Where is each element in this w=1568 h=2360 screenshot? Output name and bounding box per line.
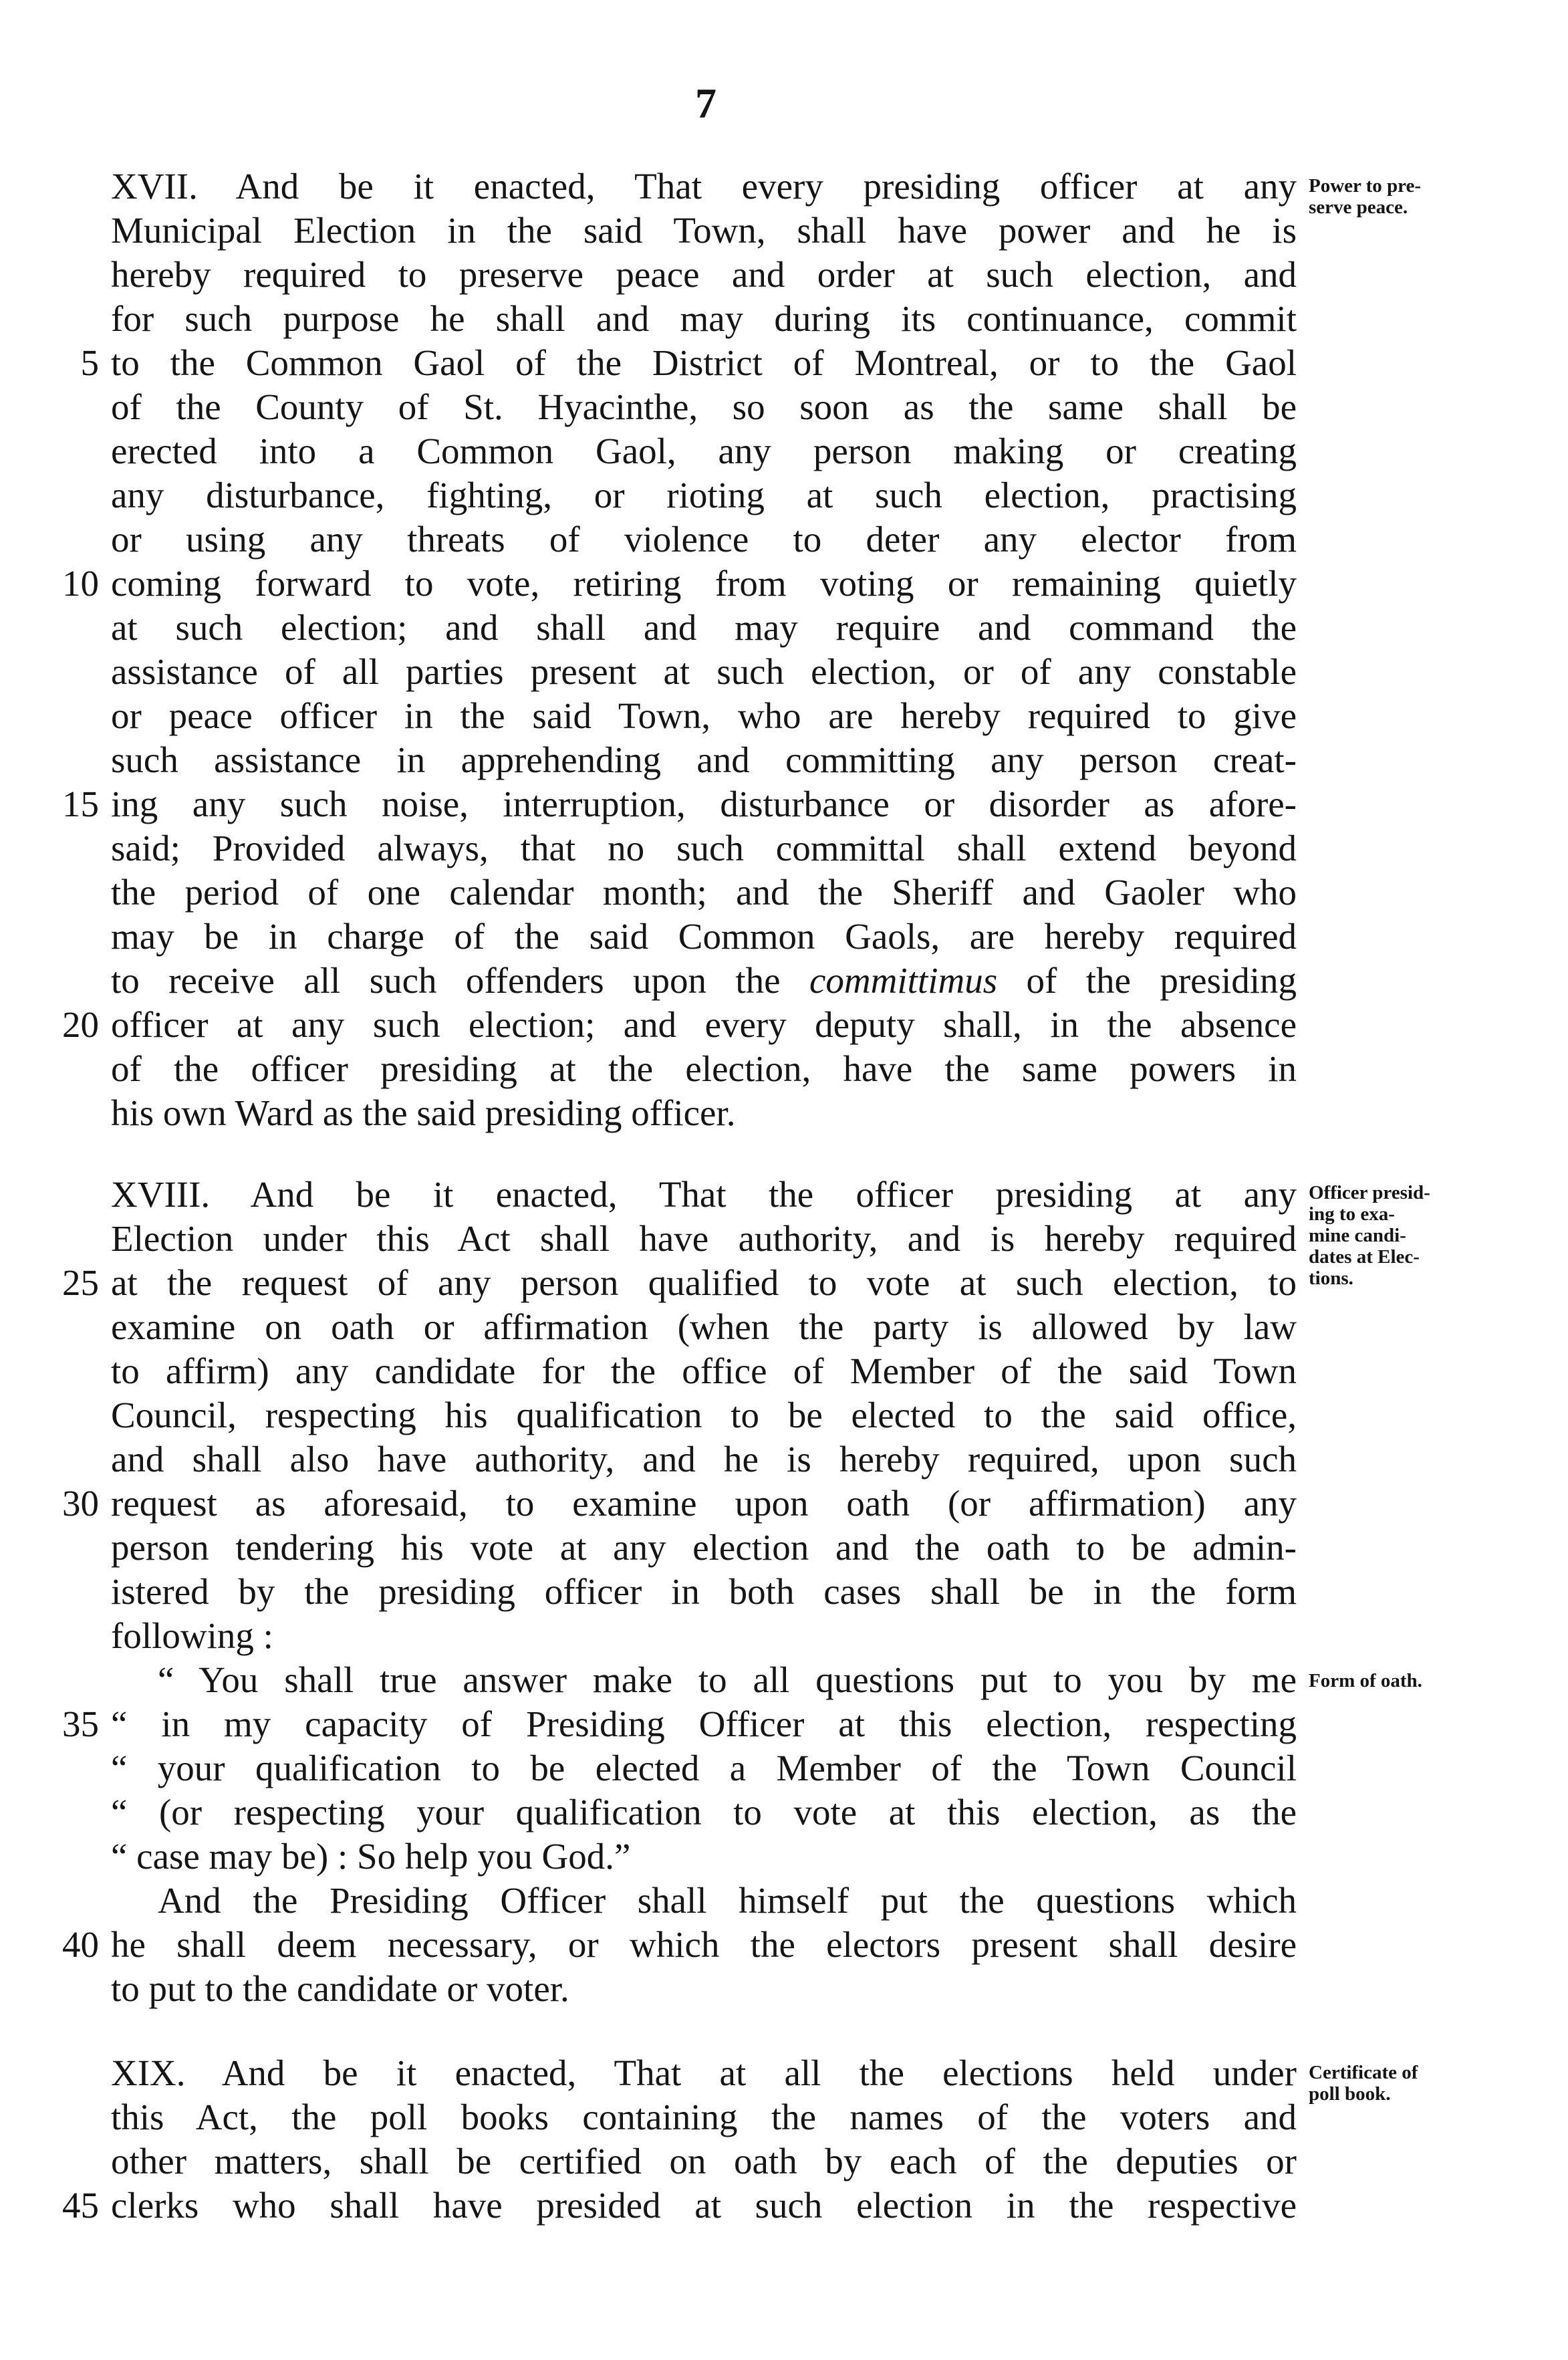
italic-term: committimus <box>809 960 998 1001</box>
line-number: 45 <box>62 2185 99 2226</box>
margin-note-line: ing to exa- <box>1309 1203 1395 1225</box>
oath-line: “ (or respecting your qualification to vote at this election, as the <box>111 1792 1297 1833</box>
text-line: this Act, the poll books containing the names of the voters and <box>111 2097 1297 2137</box>
line-number: 35 <box>62 1703 99 1744</box>
line-number: 15 <box>62 784 99 824</box>
text-line: coming forward to vote, retiring from voting or remaining quietly <box>111 563 1297 604</box>
text-line: or using any threats of violence to deter any elector from <box>111 519 1297 560</box>
text-line: ing any such noise, interruption, disturbance or disorder as afore- <box>111 784 1297 824</box>
text-line: at such election; and shall and may require and command the <box>111 607 1297 648</box>
text-line: or peace officer in the said Town, who are hereby required to give <box>111 695 1297 736</box>
text-line: at the request of any person qualified to vote at such election, to <box>111 1262 1297 1303</box>
oath-line: “ You shall true answer make to all questions put to you by me <box>158 1659 1297 1700</box>
text-line: And the Presiding Officer shall himself put the questions which <box>158 1880 1297 1921</box>
text-line: istered by the presiding officer in both cases shall be in the form <box>111 1571 1297 1612</box>
text-line: request as aforesaid, to examine upon oath (or affirmation) any <box>111 1483 1297 1524</box>
text-line: Election under this Act shall have authority, and is hereby required <box>111 1218 1297 1259</box>
oath-line: “ case may be) : So help you God.” <box>111 1836 631 1877</box>
text-line-with-italic <box>111 959 1297 1003</box>
text-line: officer at any such election; and every deputy shall, in the absence <box>111 1004 1297 1045</box>
text-line: to put to the candidate or voter. <box>111 1968 569 2009</box>
margin-note <box>1309 175 1543 218</box>
margin-note-line: mine candi- <box>1309 1225 1406 1246</box>
text-line: Municipal Election in the said Town, shall have power and he is <box>111 210 1297 251</box>
text-line: his own Ward as the said presiding officer. <box>111 1092 736 1133</box>
text-line: any disturbance, fighting, or rioting at such election, practising <box>111 475 1297 515</box>
text-line: to affirm) any candidate for the office of Member of the said Town <box>111 1350 1297 1391</box>
text-line: Council, respecting his qualification to be elected to the said office, <box>111 1395 1297 1435</box>
text-line: clerks who shall have presided at such election in the respective <box>111 2185 1297 2226</box>
text-line: erected into a Common Gaol, any person making or creating <box>111 431 1297 471</box>
margin-note-line: tions. <box>1309 1268 1353 1289</box>
margin-note-line: Officer presid- <box>1309 1182 1430 1203</box>
margin-note-line: dates at Elec- <box>1309 1246 1420 1268</box>
line-number: 10 <box>62 563 99 604</box>
text-line: person tendering his vote at any election and the oath to be admin- <box>111 1527 1297 1568</box>
line-number: 5 <box>80 342 99 383</box>
margin-note-line: Power to pre- <box>1309 175 1422 197</box>
oath-line: “ in my capacity of Presiding Officer at this election, respecting <box>111 1703 1297 1744</box>
text-line: said; Provided always, that no such committal shall extend beyond <box>111 828 1297 868</box>
margin-note-line: Certificate of <box>1309 2062 1418 2083</box>
line-number: 20 <box>62 1004 99 1045</box>
text-line: for such purpose he shall and may during its continuance, commit <box>111 298 1297 339</box>
margin-note <box>1309 1670 1543 1691</box>
oath-line: “ your qualification to be elected a Member of the Town Council <box>111 1748 1297 1788</box>
margin-note <box>1309 2062 1543 2105</box>
text-segment: to receive all such offenders upon the <box>111 960 781 1001</box>
text-line: he shall deem necessary, or which the electors present shall desire <box>111 1924 1297 1965</box>
text-line: XVIII. And be it enacted, That the officer presiding at any <box>111 1174 1297 1215</box>
margin-note-line: serve peace. <box>1309 197 1408 218</box>
line-number: 40 <box>62 1924 99 1965</box>
margin-note-line: Form of oath. <box>1309 1670 1422 1691</box>
text-line: such assistance in apprehending and committing any person creat- <box>111 739 1297 780</box>
text-line: to the Common Gaol of the District of Montreal, or to the Gaol <box>111 342 1297 383</box>
margin-note <box>1309 1182 1543 1289</box>
line-number: 25 <box>62 1262 99 1303</box>
page-number: 7 <box>695 80 716 127</box>
text-line: the period of one calendar month; and the Sheriff and Gaoler who <box>111 872 1297 913</box>
text-line: XVII. And be it enacted, That every presiding officer at any <box>111 166 1297 207</box>
text-line: following : <box>111 1615 273 1656</box>
text-line: XIX. And be it enacted, That at all the elections held under <box>111 2052 1297 2093</box>
text-line: of the officer presiding at the election, have the same powers in <box>111 1048 1297 1089</box>
text-line: examine on oath or affirmation (when the party is allowed by law <box>111 1306 1297 1347</box>
text-line: and shall also have authority, and he is hereby required, upon such <box>111 1439 1297 1480</box>
text-line: other matters, shall be certified on oath by each of the deputies or <box>111 2141 1297 2181</box>
text-line: of the County of St. Hyacinthe, so soon as the same shall be <box>111 386 1297 427</box>
line-number: 30 <box>62 1483 99 1524</box>
text-line: hereby required to preserve peace and order at such election, and <box>111 254 1297 295</box>
text-line: may be in charge of the said Common Gaols, are hereby required <box>111 916 1297 957</box>
margin-note-line: poll book. <box>1309 2083 1391 2105</box>
text-line: assistance of all parties present at such election, or of any constable <box>111 651 1297 692</box>
text-segment: of the presiding <box>1026 960 1297 1001</box>
